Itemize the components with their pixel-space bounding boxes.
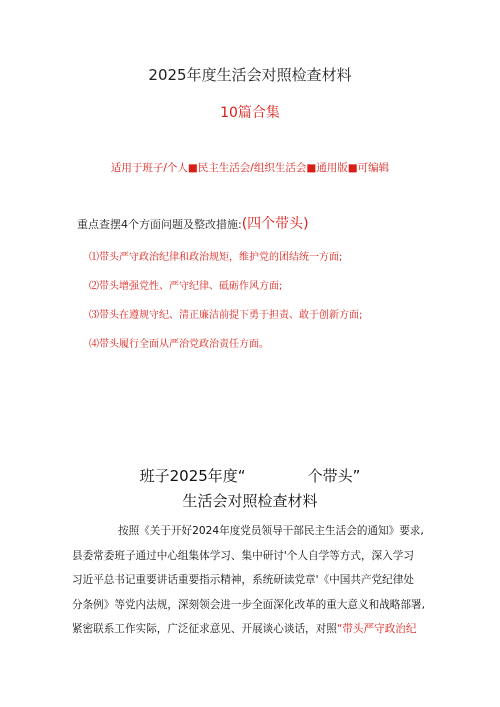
focus-heading (77, 213, 309, 233)
focus-item-list (89, 248, 362, 364)
focus-emphasis: (四个带头) (241, 216, 309, 232)
section-title-line2: 生活会对照检查材料 (182, 492, 318, 510)
body-line-last (72, 617, 432, 642)
body-line: 分条例》等党内法规，深刻领会进一步全面深化改革的重大意义和战略部署, (72, 598, 425, 611)
document-subtitle: 10篇合集 (220, 105, 280, 121)
body-line: 按照《关于开好2024年度党员领导干部民主生活会的通知》要求, (118, 525, 424, 537)
document-title: 2025年度生活会对照检查材料 (148, 66, 352, 84)
section-title (0, 465, 500, 486)
focus-item: ⑵带头增强党性、严守纪律、砥砺作风方面; (89, 281, 283, 292)
applicable-note: 适用于班子/个人■民主生活会/组织生活会■通用版■可编辑 (110, 162, 390, 174)
focus-item: ⑴带头严守政治纪律和政治规矩，维护党的团结统一方面; (89, 252, 343, 263)
focus-prefix: 重点查摆4个方面问题及整改措施: (77, 218, 242, 231)
focus-item: ⑷带头履行全面从严治党政治责任方面。 (89, 339, 269, 350)
body-line-red: “带头严守政治纪 (336, 623, 417, 635)
body-line: 习近平总书记重要讲话重要指示精神，系统研读党章'《中国共产党纪律处 (72, 574, 414, 586)
section-title-part2: 个带头” (307, 467, 361, 485)
section-title-part1: 班子2025年度“ (139, 467, 246, 485)
focus-item: ⑶带头在遵规守纪、清正廉洁前提下勇于担责、敢于创新方面; (89, 310, 363, 321)
body-line-text: 紧密联系工作实际，广泛征求意见、开展谈心谈话，对照 (72, 623, 337, 635)
body-line: 县委常委班子通过中心组集体学习、集中研讨'个人自学等方式，深入学习 (72, 549, 414, 562)
body-text (72, 519, 432, 642)
